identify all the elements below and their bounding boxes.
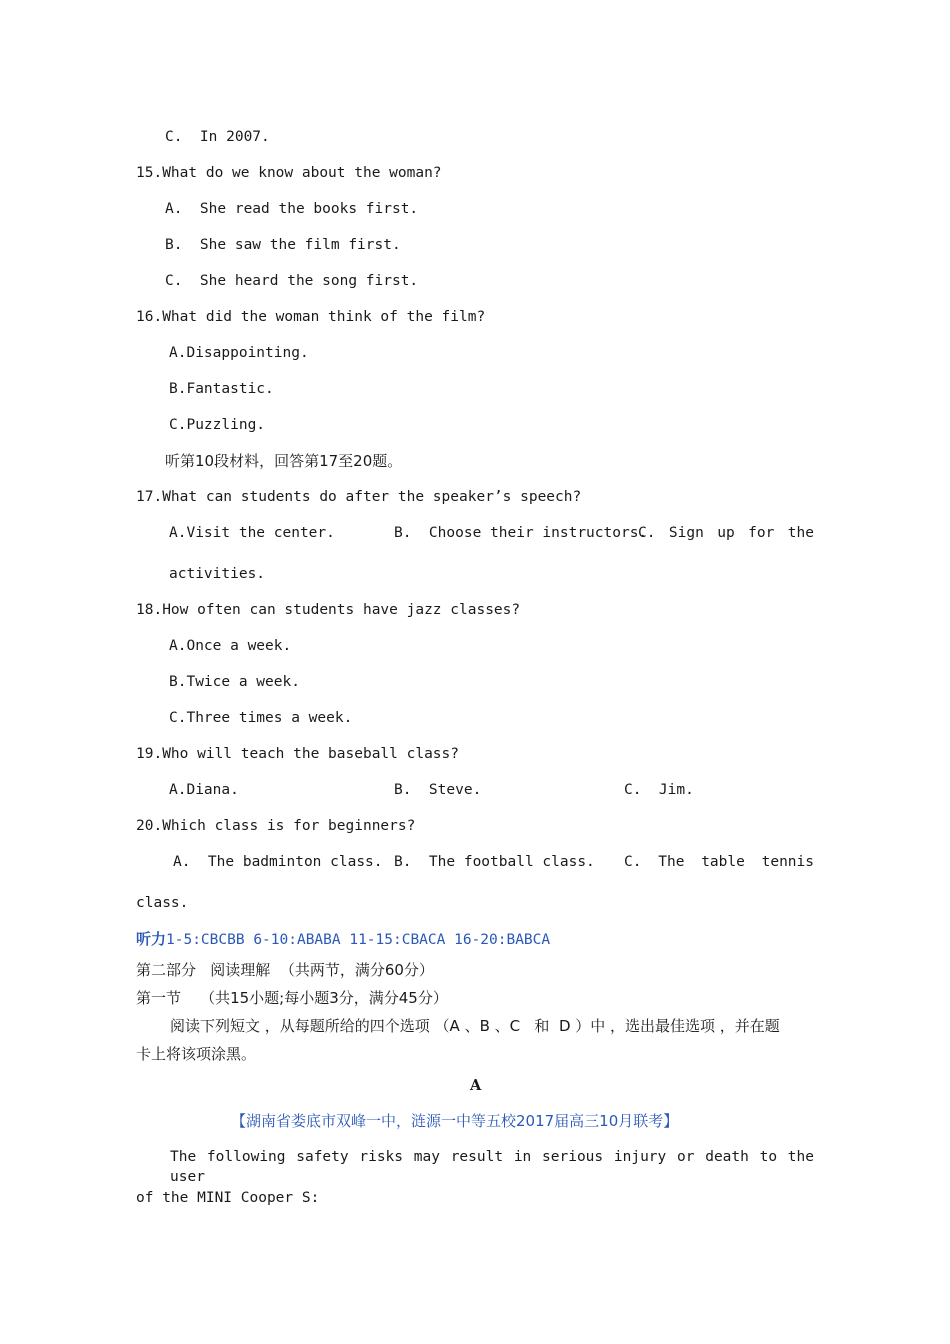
q16-option-c: C.Puzzling. [169, 417, 266, 433]
answer-key-label: 听力 [136, 930, 167, 948]
part2-title: 第二部分 阅读理解 （共两节，满分60分） [136, 961, 434, 979]
q19-option-a: A.Diana. [169, 782, 239, 798]
part2-section1: 第一节 （共15小题;每小题3分，满分45分） [136, 989, 448, 1007]
q15-option-b: B. She saw the film first. [165, 237, 401, 253]
q20-stem: 20.Which class is for beginners? [136, 818, 416, 834]
q18-option-b: B.Twice a week. [169, 674, 300, 690]
q20-option-c-continued: class. [136, 895, 189, 911]
q16-option-b: B.Fantastic. [169, 381, 274, 397]
q15-option-c: C. She heard the song first. [165, 273, 419, 289]
q18-stem: 18.How often can students have jazz classes? [136, 602, 521, 618]
q14-option-c: C. In 2007. [165, 129, 270, 145]
part2-instruction-line1: 阅读下列短文 ，从每题所给的四个选项 （A 、B 、C 和 D ）中 ，选出最佳选项 ，并在题 [170, 1017, 780, 1035]
q15-option-a: A. She read the books first. [165, 201, 419, 217]
q20-option-b: B. The football class. [394, 854, 595, 870]
passage-a-line2: of the MINI Cooper S: [136, 1190, 320, 1206]
q17-option-c: C. Sign up for the [638, 525, 814, 541]
q18-option-c: C.Three times a week. [169, 710, 353, 726]
q16-stem: 16.What did the woman think of the film? [136, 309, 486, 325]
part2-instruction-line2: 卡上将该项涂黑。 [136, 1045, 257, 1063]
q17-option-b: B. Choose their instructors. [394, 525, 648, 541]
q17-option-c-continued: activities. [169, 566, 266, 582]
section10-instruction: 听第10段材料，回答第17至20题。 [165, 452, 403, 470]
q18-option-a: A.Once a week. [169, 638, 292, 654]
answer-key [136, 929, 550, 950]
q19-stem: 19.Who will teach the baseball class? [136, 746, 460, 762]
passage-a-line1: The following safety risks may result in serious injury or death to the user [170, 1149, 814, 1185]
q16-option-a: A.Disappointing. [169, 345, 309, 361]
q20-option-a: A. The badminton class. [173, 854, 383, 870]
q19-option-b: B. Steve. [394, 782, 482, 798]
passage-a-source: 【湖南省娄底市双峰一中，涟源一中等五校2017届高三10月联考】 [231, 1112, 679, 1130]
q15-stem: 15.What do we know about the woman? [136, 165, 442, 181]
q17-stem: 17.What can students do after the speaker’s speech? [136, 489, 582, 505]
q20-option-c: C. The table tennis [624, 854, 814, 870]
q19-option-c: C. Jim. [624, 782, 694, 798]
answer-key-text: 1-5:CBCBB 6-10:ABABA 11-15:CBACA 16-20:BABCA [166, 932, 551, 948]
q17-option-a: A.Visit the center. [169, 525, 335, 541]
passage-a-heading: A [470, 1077, 482, 1094]
